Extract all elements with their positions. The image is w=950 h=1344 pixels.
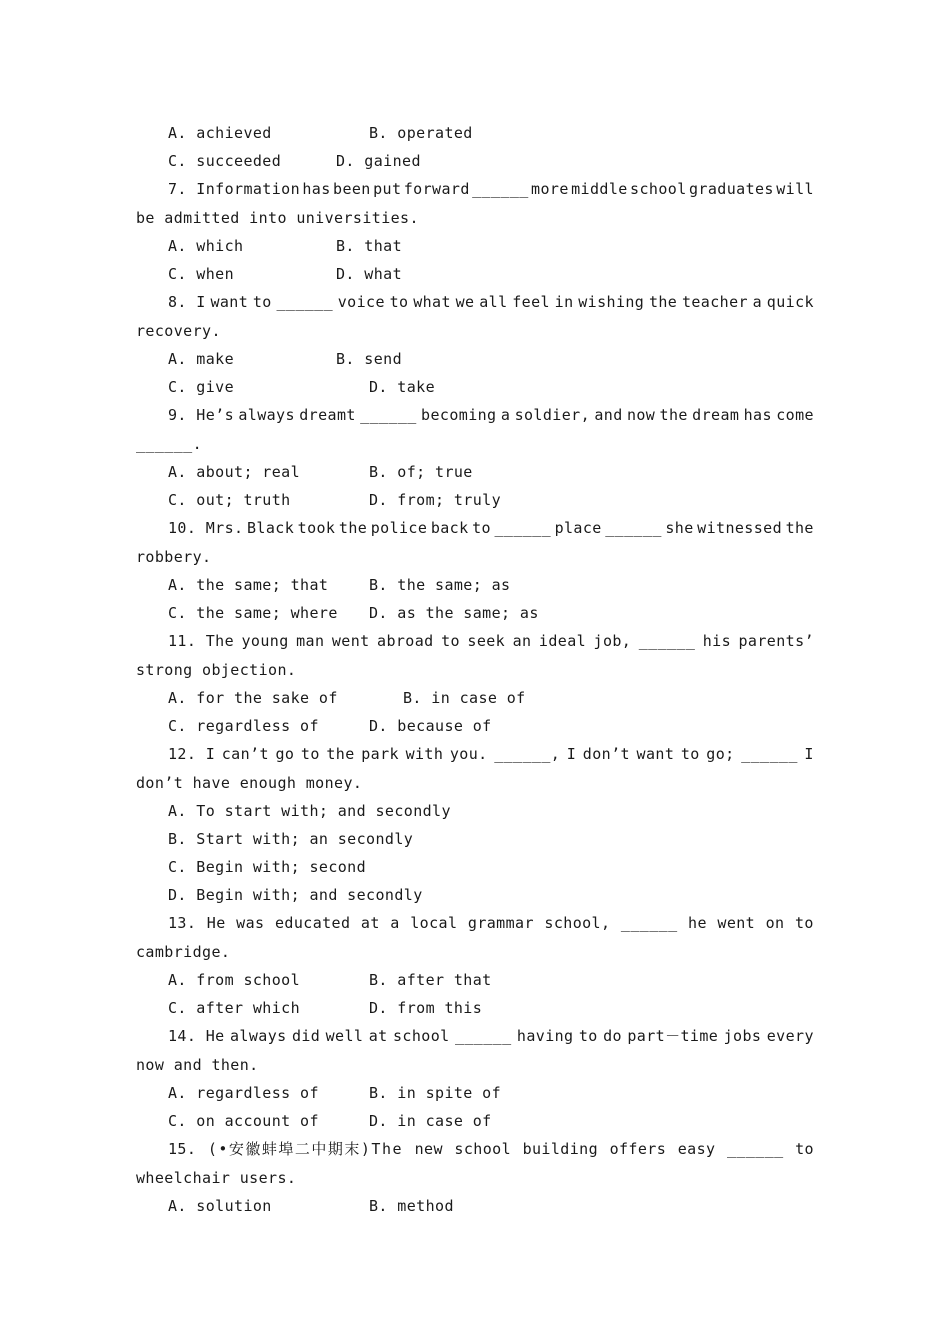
option-c: C. regardless of bbox=[168, 717, 319, 735]
option-a: A. make bbox=[168, 350, 235, 368]
word: to bbox=[389, 293, 409, 311]
word: has bbox=[302, 180, 331, 198]
answer-blank: ______ bbox=[360, 406, 417, 424]
answer-blank: ______ bbox=[276, 293, 334, 311]
question-stem-line bbox=[168, 1139, 814, 1159]
option-b: B. in case of bbox=[403, 689, 526, 707]
option-a: A. for the sake of bbox=[168, 689, 338, 707]
word: went bbox=[717, 914, 756, 932]
answer-blank: ______ bbox=[620, 914, 678, 932]
word: want bbox=[636, 745, 675, 763]
question-stem-line bbox=[168, 292, 814, 312]
option-a: A. which bbox=[168, 237, 244, 255]
word: do bbox=[603, 1027, 622, 1045]
question-stem-continuation: ______. bbox=[136, 435, 203, 453]
option-c: C. the same; where bbox=[168, 604, 338, 622]
word: the bbox=[338, 519, 368, 537]
word: man bbox=[296, 632, 325, 650]
option-c: C. on account of bbox=[168, 1112, 319, 1130]
question-stem-continuation: recovery. bbox=[136, 322, 221, 340]
word: she bbox=[665, 519, 694, 537]
option-b: B. of; true bbox=[369, 463, 473, 481]
word: every bbox=[766, 1027, 814, 1045]
word: to bbox=[472, 519, 491, 537]
word: a bbox=[752, 293, 763, 311]
option-a: A. about; real bbox=[168, 463, 301, 481]
word: his bbox=[702, 632, 732, 650]
answer-blank: ______ bbox=[726, 1140, 784, 1158]
word: grammar bbox=[467, 914, 534, 932]
word: was bbox=[236, 914, 265, 932]
word: 13. bbox=[168, 914, 197, 932]
option-c: C. after which bbox=[168, 999, 301, 1017]
word: did bbox=[291, 1027, 321, 1045]
option-d: D. what bbox=[336, 265, 403, 283]
word: the bbox=[326, 745, 355, 763]
word: offers bbox=[609, 1140, 667, 1158]
word: ideal bbox=[538, 632, 587, 650]
word: 10. Mrs. bbox=[168, 519, 244, 537]
word: 8. I bbox=[168, 293, 206, 311]
word: graduates bbox=[688, 180, 774, 198]
word: in bbox=[554, 293, 574, 311]
word: seek bbox=[467, 632, 506, 650]
word: took bbox=[297, 519, 336, 537]
word: 14. He bbox=[168, 1027, 225, 1045]
option-a: A. regardless of bbox=[168, 1084, 319, 1102]
word: all bbox=[479, 293, 508, 311]
word: a bbox=[390, 914, 400, 932]
word: with bbox=[405, 745, 444, 763]
word: want bbox=[210, 293, 249, 311]
option-d: D. because of bbox=[369, 717, 492, 735]
option-b: B. method bbox=[369, 1197, 454, 1215]
word: local bbox=[410, 914, 458, 932]
word: 12. I bbox=[168, 745, 216, 763]
question-stem-line bbox=[168, 518, 814, 538]
word: the bbox=[659, 406, 688, 424]
answer-blank: ______ bbox=[605, 519, 662, 537]
option-b: B. send bbox=[336, 350, 403, 368]
option-a: A. from school bbox=[168, 971, 301, 989]
word: on bbox=[765, 914, 785, 932]
option-b: B. the same; as bbox=[369, 576, 511, 594]
word: to bbox=[578, 1027, 598, 1045]
option-d: D. Begin with; and secondly bbox=[168, 886, 423, 904]
word: he bbox=[688, 914, 707, 932]
word: at bbox=[368, 1027, 388, 1045]
word: more bbox=[531, 180, 569, 198]
question-stem-continuation: don’t have enough money. bbox=[136, 774, 363, 792]
word: go; bbox=[706, 745, 735, 763]
option-b: B. in spite of bbox=[369, 1084, 502, 1102]
option-b: B. after that bbox=[369, 971, 492, 989]
option-d: D. as the same; as bbox=[369, 604, 539, 622]
word: well bbox=[325, 1027, 364, 1045]
option-d: D. in case of bbox=[369, 1112, 492, 1130]
word: forward bbox=[403, 180, 470, 198]
word: don’t bbox=[582, 745, 630, 763]
answer-blank: ______ bbox=[454, 1027, 512, 1045]
word: went bbox=[331, 632, 370, 650]
answer-blank: ______ bbox=[494, 519, 552, 537]
word: building bbox=[522, 1140, 599, 1158]
word: school bbox=[630, 180, 687, 198]
option-a: A. solution bbox=[168, 1197, 272, 1215]
word: police bbox=[370, 519, 428, 537]
word: we bbox=[455, 293, 475, 311]
question-stem-continuation: now and then. bbox=[136, 1056, 259, 1074]
word: an bbox=[512, 632, 532, 650]
word: becoming bbox=[421, 406, 497, 424]
question-source: (•安徽蚌埠二中期末)The bbox=[207, 1140, 404, 1158]
question-stem-continuation: cambridge. bbox=[136, 943, 231, 961]
question-stem-continuation: strong objection. bbox=[136, 661, 297, 679]
word: job, bbox=[593, 632, 632, 650]
word: He bbox=[206, 914, 226, 932]
word: feel bbox=[512, 293, 550, 311]
question-stem-continuation: be admitted into universities. bbox=[136, 209, 419, 227]
word: go bbox=[275, 745, 295, 763]
word: dreamt bbox=[299, 406, 356, 424]
option-c: C. out; truth bbox=[168, 491, 291, 509]
option-d: D. from; truly bbox=[369, 491, 502, 509]
word: part－time bbox=[627, 1027, 719, 1045]
word: 11. The bbox=[168, 632, 235, 650]
word: educated bbox=[274, 914, 351, 932]
word: place bbox=[554, 519, 602, 537]
word: wishing bbox=[578, 293, 645, 311]
word: voice bbox=[337, 293, 385, 311]
word: put bbox=[373, 180, 402, 198]
word: having bbox=[516, 1027, 574, 1045]
option-a: A. To start with; and secondly bbox=[168, 802, 451, 820]
answer-blank: ______, bbox=[494, 745, 561, 763]
question-stem-continuation: robbery. bbox=[136, 548, 212, 566]
word: school bbox=[392, 1027, 450, 1045]
word: to bbox=[252, 293, 272, 311]
question-stem-continuation: wheelchair users. bbox=[136, 1169, 297, 1187]
word: I bbox=[566, 745, 577, 763]
option-b: B. that bbox=[336, 237, 403, 255]
word: young bbox=[241, 632, 289, 650]
word: has bbox=[743, 406, 772, 424]
word: 7. Information bbox=[168, 180, 301, 198]
question-stem-line bbox=[168, 405, 814, 425]
answer-blank: ______ bbox=[638, 632, 696, 650]
word: the bbox=[648, 293, 678, 311]
word: dream bbox=[692, 406, 740, 424]
word: come bbox=[776, 406, 814, 424]
word: quick bbox=[766, 293, 814, 311]
word: can’t bbox=[221, 745, 269, 763]
word: to bbox=[795, 914, 814, 932]
word: school, bbox=[544, 914, 611, 932]
word: to bbox=[441, 632, 460, 650]
option-c: C. succeeded bbox=[168, 152, 282, 170]
option-c: C. Begin with; second bbox=[168, 858, 367, 876]
word: always bbox=[238, 406, 295, 424]
word: 9. He’s bbox=[168, 406, 235, 424]
word: jobs bbox=[723, 1027, 762, 1045]
option-d: D. gained bbox=[336, 152, 421, 170]
word: will bbox=[776, 180, 814, 198]
question-stem-line bbox=[168, 631, 814, 651]
question-stem-line bbox=[168, 1026, 814, 1046]
word: to bbox=[300, 745, 320, 763]
question-stem-line bbox=[168, 913, 814, 933]
answer-blank: ______ bbox=[741, 745, 798, 763]
question-stem-line bbox=[168, 179, 814, 199]
word: soldier, bbox=[514, 406, 591, 424]
word: back bbox=[430, 519, 469, 537]
word: what bbox=[413, 293, 451, 311]
word: a bbox=[500, 406, 511, 424]
option-d: D. from this bbox=[369, 999, 483, 1017]
word: teacher bbox=[681, 293, 748, 311]
option-d: D. take bbox=[369, 378, 436, 396]
option-b: B. Start with; an secondly bbox=[168, 830, 414, 848]
word: always bbox=[229, 1027, 287, 1045]
word: parents’ bbox=[738, 632, 814, 650]
word: park bbox=[361, 745, 399, 763]
word: you. bbox=[449, 745, 488, 763]
question-stem-line bbox=[168, 744, 814, 764]
word: now bbox=[626, 406, 656, 424]
word: to bbox=[680, 745, 700, 763]
word: the bbox=[785, 519, 814, 537]
option-c: C. when bbox=[168, 265, 235, 283]
word: Black bbox=[246, 519, 295, 537]
option-a: A. the same; that bbox=[168, 576, 329, 594]
word: 15. bbox=[168, 1140, 197, 1158]
word: school bbox=[454, 1140, 512, 1158]
option-a: A. achieved bbox=[168, 124, 272, 142]
word: witnessed bbox=[697, 519, 783, 537]
option-c: C. give bbox=[168, 378, 235, 396]
word: and bbox=[594, 406, 623, 424]
word: to bbox=[795, 1140, 814, 1158]
word: easy bbox=[677, 1140, 716, 1158]
option-b: B. operated bbox=[369, 124, 473, 142]
answer-blank: ______ bbox=[472, 180, 529, 198]
word: middle bbox=[571, 180, 628, 198]
word: I bbox=[804, 745, 814, 763]
word: abroad bbox=[377, 632, 434, 650]
word: at bbox=[360, 914, 380, 932]
word: been bbox=[333, 180, 371, 198]
word: new bbox=[414, 1140, 443, 1158]
